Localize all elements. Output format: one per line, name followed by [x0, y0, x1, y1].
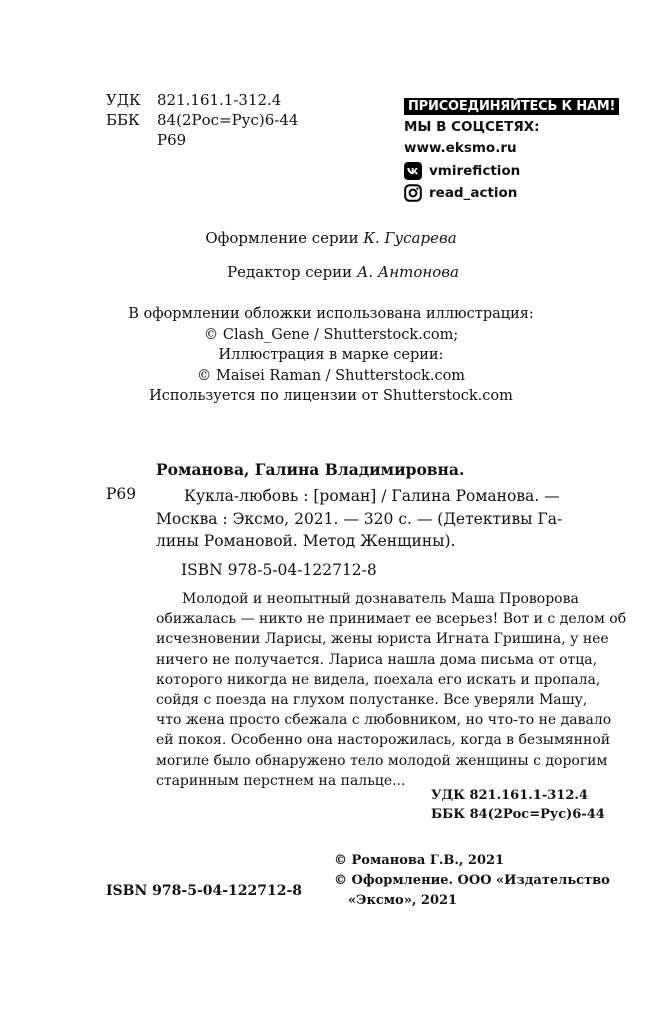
- instagram-link[interactable]: [404, 183, 619, 203]
- bib-line: Москва : Эксмо, 2021. — 320 с. — (Детективы Га-: [156, 509, 563, 528]
- bbk-value: 84(2Рос=Рус)6-44: [157, 111, 299, 129]
- udk-label: УДК: [106, 91, 141, 109]
- series-editor-name: А. Антонова: [356, 263, 459, 281]
- social-subtitle: МЫ В СОЦСЕТЯХ:: [404, 119, 540, 135]
- series-design-name: К. Гусарева: [363, 229, 457, 247]
- instagram-icon: [404, 184, 422, 202]
- bottom-isbn: ISBN 978-5-04-122712-8: [106, 883, 303, 899]
- author-sign-row: [106, 130, 298, 150]
- series-design-line: [0, 229, 662, 247]
- bib-line: Кукла-любовь : [роман] / Галина Романова. —: [184, 487, 560, 505]
- credit-line: В оформлении обложки использована иллюстрация:: [128, 306, 534, 322]
- annotation-line: исчезновении Ларисы, жены юриста Игната Гришина, у нее: [156, 631, 609, 648]
- bib-isbn: ISBN 978-5-04-122712-8: [181, 561, 377, 579]
- bottom-codes: [431, 786, 605, 824]
- series-design-prefix: Оформление серии: [205, 229, 359, 247]
- credit-line: © Maisei Raman / Shutterstock.com: [196, 367, 466, 384]
- credit-line: Иллюстрация в марке серии:: [218, 347, 444, 364]
- website-link[interactable]: www.eksmo.ru: [404, 140, 517, 156]
- credit-line: © Clash_Gene / Shutterstock.com;: [203, 326, 459, 343]
- series-editor-prefix: Редактор серии: [227, 263, 353, 281]
- cover-credits: [0, 304, 662, 407]
- udk-row: [106, 90, 298, 110]
- bib-line: лины Романовой. Метод Женщины).: [156, 532, 456, 550]
- vk-handle: vmirefiction: [429, 162, 521, 179]
- bib-code: Р69: [106, 485, 137, 503]
- annotation-line: старинным перстнем на пальце...: [156, 772, 406, 789]
- bbk-label: ББК: [106, 111, 140, 129]
- classification-codes: [106, 90, 298, 150]
- annotation-line: Молодой и неопытный дознаватель Маша Проворова: [182, 591, 579, 607]
- credit-line: Используется по лицензии от Shutterstock.com: [149, 388, 513, 405]
- annotation-line: сойдя с поезда на глухом полустанке. Все уверяли Машу,: [156, 692, 588, 709]
- bottom-bbk: ББК 84(2Рос=Рус)6-44: [431, 807, 605, 822]
- bib-description: [156, 485, 590, 553]
- bottom-udk: УДК 821.161.1-312.4: [431, 788, 588, 803]
- social-block: [404, 95, 619, 203]
- annotation-line: ей покоя. Особенно она насторожилась, когда в безымянной: [156, 732, 611, 749]
- annotation: [156, 589, 627, 791]
- annotation-line: что жена просто сбежала с любовником, но что-то не давало: [156, 712, 612, 729]
- annotation-line: могиле было обнаружено тело молодой женщины с дорогим: [156, 752, 608, 769]
- copyright-line: «Эксмо», 2021: [348, 893, 458, 908]
- copyright-line: © Оформление. ООО «Издательство: [334, 873, 610, 888]
- annotation-line: обижалась — никто не принимает ее всерьез! Вот и с делом об: [156, 611, 627, 628]
- bib-author: Романова, Галина Владимировна.: [156, 460, 465, 479]
- vk-icon: [404, 162, 422, 180]
- udk-value: 821.161.1-312.4: [157, 91, 282, 109]
- copyright-line: © Романова Г.В., 2021: [334, 853, 505, 868]
- bbk-row: [106, 110, 298, 130]
- instagram-handle: read_action: [429, 184, 518, 201]
- vk-link[interactable]: [404, 161, 619, 181]
- series-editor-line: [12, 263, 662, 281]
- copyright-block: [334, 851, 610, 911]
- join-us-banner: ПРИСОЕДИНЯЙТЕСЬ К НАМ!: [404, 98, 619, 115]
- annotation-line: ничего не получается. Лариса нашла дома письма от отца,: [156, 651, 598, 668]
- annotation-line: которого никогда не видела, поехала его искать и пропала,: [156, 671, 601, 688]
- author-sign: Р69: [157, 131, 187, 149]
